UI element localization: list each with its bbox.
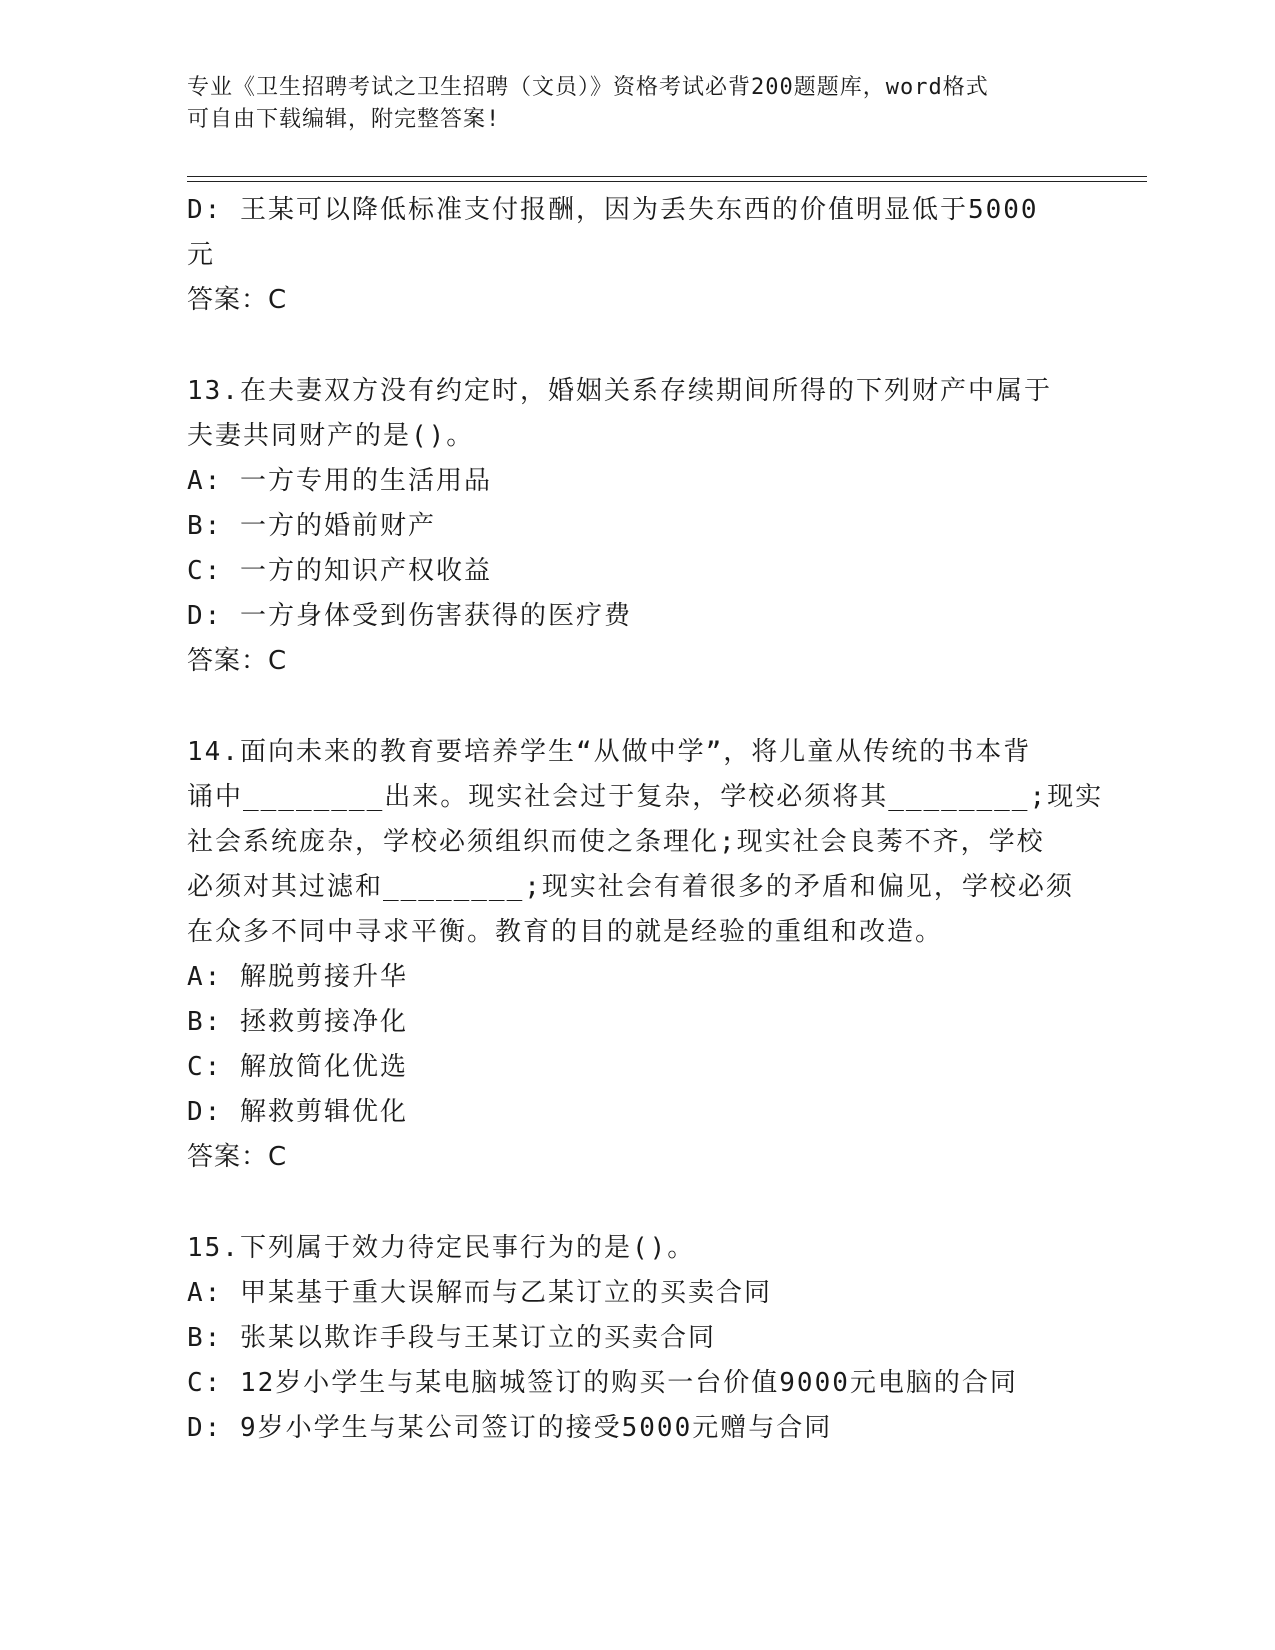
question-14 [187, 730, 1104, 1180]
question-13 [187, 369, 1087, 684]
option-b: B: 拯救剪接净化 [187, 1007, 408, 1037]
option-b: B: 一方的婚前财产 [187, 511, 436, 541]
question-stem-continued: 夫妻共同财产的是()。 [187, 421, 475, 451]
option-c: C: 12岁小学生与某电脑城签订的购买一台价值9000元电脑的合同 [187, 1368, 1018, 1398]
option-d-continued: 元 [187, 240, 216, 270]
option-d: D: 9岁小学生与某公司签订的接受5000元赠与合同 [187, 1413, 833, 1443]
question-stem-continued: 社会系统庞杂，学校必须组织而使之条理化;现实社会良莠不齐，学校 [187, 827, 1045, 857]
spacer [187, 323, 1087, 369]
option-c: C: 一方的知识产权收益 [187, 556, 492, 586]
answer: 答案：C [187, 646, 288, 676]
option-d: D: 一方身体受到伤害获得的医疗费 [187, 601, 632, 631]
option-d: D: 解救剪辑优化 [187, 1097, 408, 1127]
question-stem-continued: 在众多不同中寻求平衡。教育的目的就是经验的重组和改造。 [187, 917, 944, 947]
header-line-1: 专业《卫生招聘考试之卫生招聘（文员）》资格考试必背200题题库，word格式 [187, 75, 989, 100]
document-body [187, 188, 1104, 1451]
answer: 答案：C [187, 1142, 288, 1172]
spacer [187, 684, 1087, 730]
spacer [187, 1180, 1087, 1226]
option-a: A: 解脱剪接升华 [187, 962, 408, 992]
question-12-tail [187, 188, 1087, 323]
header-line-2: 可自由下载编辑，附完整答案! [187, 107, 501, 132]
page-header [187, 72, 1067, 136]
option-c: C: 解放简化优选 [187, 1052, 408, 1082]
question-stem-continued: 必须对其过滤和________;现实社会有着很多的矛盾和偏见，学校必须 [187, 872, 1074, 902]
option-a: A: 一方专用的生活用品 [187, 466, 492, 496]
option-d: D: 王某可以降低标准支付报酬，因为丢失东西的价值明显低于5000 [187, 195, 1039, 225]
question-15 [187, 1226, 1087, 1451]
question-stem: 14.面向未来的教育要培养学生“从做中学”，将儿童从传统的书本背 [187, 737, 1032, 767]
question-stem: 13.在夫妻双方没有约定时，婚姻关系存续期间所得的下列财产中属于 [187, 376, 1052, 406]
question-stem-continued: 诵中________出来。现实社会过于复杂，学校必须将其________;现实 [187, 782, 1104, 812]
answer: 答案：C [187, 285, 288, 315]
option-a: A: 甲某基于重大误解而与乙某订立的买卖合同 [187, 1278, 772, 1308]
question-stem: 15.下列属于效力待定民事行为的是()。 [187, 1233, 696, 1263]
header-divider [187, 176, 1147, 182]
option-b: B: 张某以欺诈手段与王某订立的买卖合同 [187, 1323, 716, 1353]
